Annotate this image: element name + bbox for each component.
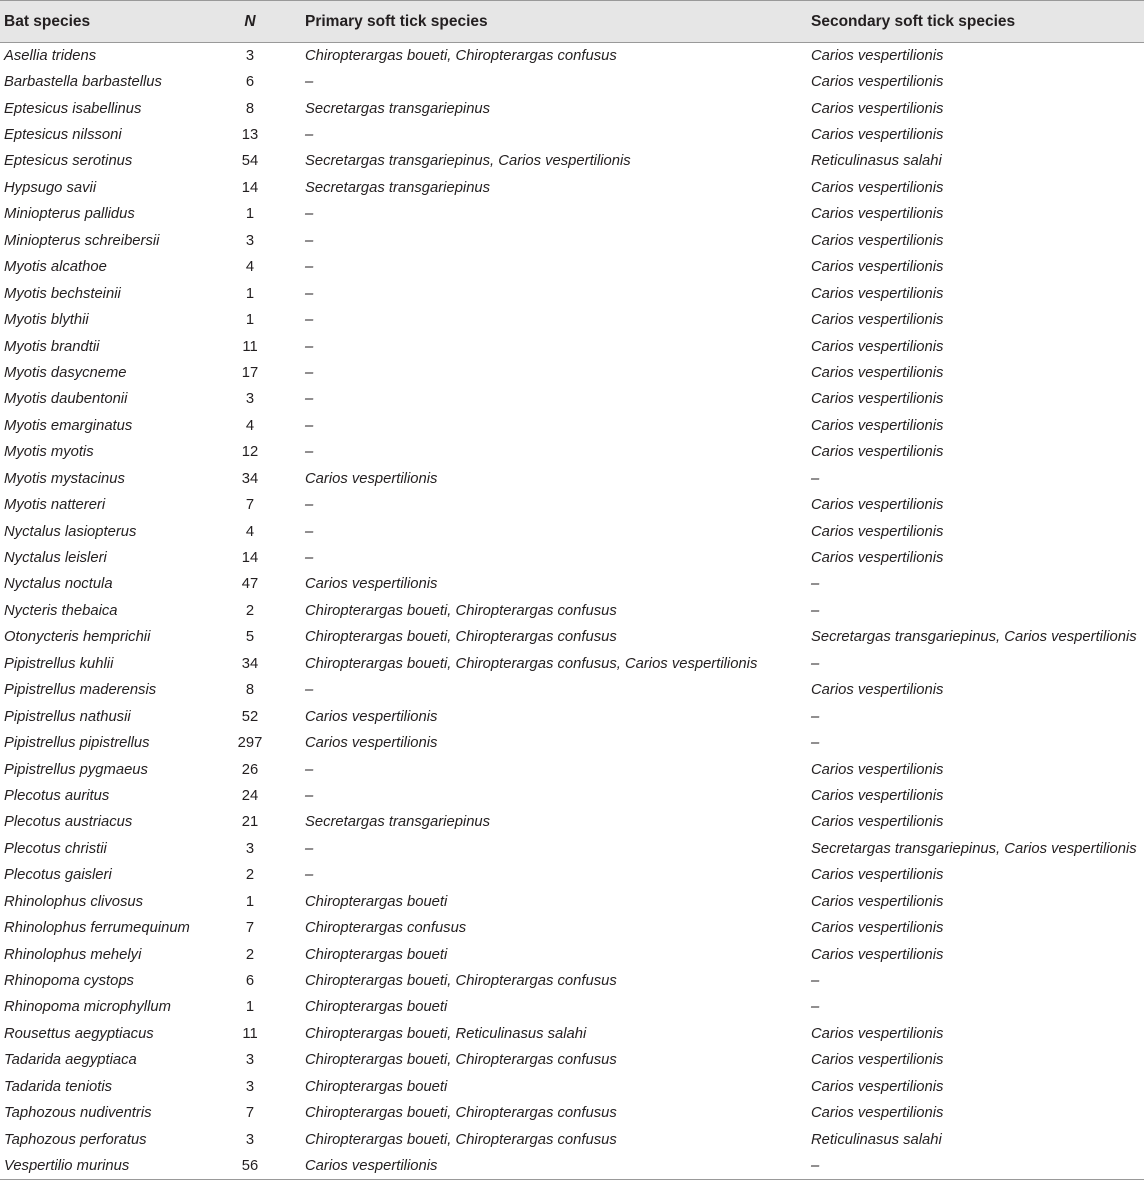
table-row	[0, 730, 1144, 756]
cell-secondary-tick: Carios vespertilionis	[811, 100, 944, 117]
cell-n: 47	[241, 576, 259, 593]
header-n: N	[196, 1, 304, 43]
cell-n: 7	[245, 497, 255, 514]
cell-secondary-tick: Carios vespertilionis	[811, 682, 944, 699]
cell-bat-species: Miniopterus schreibersii	[4, 232, 160, 249]
cell-n: 54	[241, 153, 259, 170]
cell-n: 3	[245, 840, 255, 857]
cell-bat-species: Otonycteris hemprichii	[4, 629, 151, 646]
cell-n: 1	[245, 893, 255, 910]
cell-bat-species: Eptesicus isabellinus	[4, 100, 142, 117]
cell-bat-species: Rhinolophus mehelyi	[4, 946, 142, 963]
table-row	[0, 201, 1144, 227]
table-row	[0, 148, 1144, 174]
cell-bat-species: Nyctalus leisleri	[4, 550, 107, 567]
table-row	[0, 651, 1144, 677]
table-row	[0, 518, 1144, 544]
cell-bat-species: Pipistrellus kuhlii	[4, 655, 114, 672]
cell-secondary-tick: –	[810, 1153, 1144, 1179]
cell-bat-species: Myotis blythii	[4, 312, 89, 329]
table-row	[0, 783, 1144, 809]
cell-n: 7	[245, 920, 255, 937]
cell-bat-species: Rhinolophus ferrumequinum	[4, 920, 190, 937]
table-row	[0, 122, 1144, 148]
cell-secondary-tick: Carios vespertilionis	[811, 1105, 944, 1122]
table-row	[0, 1074, 1144, 1100]
cell-bat-species: Myotis alcathoe	[4, 259, 107, 276]
cell-bat-species: Myotis mystacinus	[4, 470, 125, 487]
table-row	[0, 994, 1144, 1020]
cell-n: 6	[245, 74, 255, 91]
cell-bat-species: Eptesicus nilssoni	[4, 127, 122, 144]
cell-secondary-tick: Carios vespertilionis	[811, 814, 944, 831]
cell-n: 6	[245, 973, 255, 990]
cell-bat-species: Myotis dasycneme	[4, 364, 127, 381]
cell-primary-tick: Chiropterargas boueti	[305, 893, 448, 910]
cell-secondary-tick: Carios vespertilionis	[811, 312, 944, 329]
cell-secondary-tick: Carios vespertilionis	[811, 364, 944, 381]
cell-bat-species: Plecotus gaisleri	[4, 867, 112, 884]
table-row	[0, 836, 1144, 862]
cell-primary-tick: Chiropterargas boueti, Chiropterargas confusus	[305, 1131, 617, 1148]
cell-primary-tick: Chiropterargas boueti, Chiropterargas confusus	[305, 1105, 617, 1122]
cell-secondary-tick: Carios vespertilionis	[811, 338, 944, 355]
cell-secondary-tick: Carios vespertilionis	[811, 920, 944, 937]
cell-n: 26	[241, 761, 259, 778]
cell-bat-species: Rhinopoma microphyllum	[4, 999, 171, 1016]
cell-secondary-tick: Carios vespertilionis	[811, 893, 944, 910]
cell-secondary-tick: Secretargas transgariepinus, Carios vespertilionis	[811, 629, 1137, 646]
cell-bat-species: Nyctalus noctula	[4, 576, 113, 593]
table-row	[0, 360, 1144, 386]
cell-bat-species: Tadarida teniotis	[4, 1078, 113, 1095]
cell-n: 13	[241, 127, 259, 144]
cell-n: 2	[245, 867, 255, 884]
cell-secondary-tick: Carios vespertilionis	[811, 127, 944, 144]
cell-bat-species: Hypsugo savii	[4, 179, 97, 196]
cell-n: 34	[241, 655, 259, 672]
cell-n: 4	[245, 417, 255, 434]
table-row	[0, 1100, 1144, 1126]
table-row	[0, 968, 1144, 994]
cell-n: 3	[245, 232, 255, 249]
cell-bat-species: Pipistrellus maderensis	[4, 682, 157, 699]
cell-n: 12	[241, 444, 259, 461]
cell-n: 4	[245, 523, 255, 540]
table-row	[0, 228, 1144, 254]
cell-bat-species: Nycteris thebaica	[4, 602, 118, 619]
cell-secondary-tick: –	[811, 735, 820, 752]
cell-secondary-tick: Carios vespertilionis	[811, 1025, 944, 1042]
cell-primary-tick: –	[305, 840, 314, 857]
cell-secondary-tick: Carios vespertilionis	[811, 232, 944, 249]
table-row	[0, 915, 1144, 941]
cell-primary-tick: Chiropterargas boueti, Chiropterargas confusus	[305, 629, 617, 646]
cell-n: 24	[241, 787, 259, 804]
cell-primary-tick: Chiropterargas boueti	[305, 999, 448, 1016]
cell-primary-tick: Secretargas transgariepinus	[305, 100, 491, 117]
cell-secondary-tick: Carios vespertilionis	[811, 497, 944, 514]
table-row	[0, 809, 1144, 835]
cell-bat-species: Asellia tridens	[4, 47, 97, 64]
cell-secondary-tick: –	[811, 470, 820, 487]
cell-n: 1	[245, 285, 255, 302]
header-secondary-tick: Secondary soft tick species	[810, 1, 1144, 43]
table-row	[0, 439, 1144, 465]
cell-n: 34	[241, 470, 259, 487]
cell-n: 3	[245, 47, 255, 64]
cell-n: 56	[196, 1153, 304, 1179]
cell-primary-tick: Chiropterargas boueti	[305, 1078, 448, 1095]
cell-primary-tick: –	[305, 682, 314, 699]
table-row	[0, 466, 1144, 492]
cell-secondary-tick: Carios vespertilionis	[811, 206, 944, 223]
table-row	[0, 703, 1144, 729]
table-row	[0, 545, 1144, 571]
cell-primary-tick: Carios vespertilionis	[305, 576, 438, 593]
table-row	[0, 43, 1144, 69]
cell-primary-tick: Secretargas transgariepinus	[305, 814, 491, 831]
cell-primary-tick: –	[305, 259, 314, 276]
cell-secondary-tick: Carios vespertilionis	[811, 550, 944, 567]
cell-secondary-tick: Carios vespertilionis	[811, 444, 944, 461]
table-row	[0, 571, 1144, 597]
cell-secondary-tick: Carios vespertilionis	[811, 285, 944, 302]
cell-bat-species: Plecotus austriacus	[4, 814, 133, 831]
cell-bat-species: Myotis myotis	[4, 444, 94, 461]
cell-primary-tick: Chiropterargas boueti, Chiropterargas confusus	[305, 47, 617, 64]
cell-secondary-tick: Carios vespertilionis	[811, 259, 944, 276]
table-row	[0, 280, 1144, 306]
table-row	[0, 862, 1144, 888]
cell-secondary-tick: Carios vespertilionis	[811, 946, 944, 963]
cell-secondary-tick: Reticulinasus salahi	[811, 153, 942, 170]
cell-primary-tick: Chiropterargas boueti, Chiropterargas confusus	[305, 602, 617, 619]
cell-primary-tick: –	[305, 444, 314, 461]
table-row	[0, 889, 1144, 915]
cell-secondary-tick: –	[811, 999, 820, 1016]
table-row	[0, 175, 1144, 201]
cell-n: 4	[245, 259, 255, 276]
cell-primary-tick: Carios vespertilionis	[305, 735, 438, 752]
cell-secondary-tick: –	[811, 602, 820, 619]
cell-bat-species: Pipistrellus pygmaeus	[4, 761, 148, 778]
cell-n: 8	[245, 682, 255, 699]
cell-n: 5	[245, 629, 255, 646]
cell-bat-species: Pipistrellus pipistrellus	[4, 735, 150, 752]
cell-secondary-tick: Secretargas transgariepinus, Carios vespertilionis	[811, 840, 1137, 857]
cell-bat-species: Rhinolophus clivosus	[4, 893, 144, 910]
cell-secondary-tick: Carios vespertilionis	[811, 74, 944, 91]
cell-primary-tick: –	[305, 206, 314, 223]
cell-n: 2	[245, 602, 255, 619]
cell-bat-species: Miniopterus pallidus	[4, 206, 135, 223]
cell-secondary-tick: –	[811, 655, 820, 672]
cell-bat-species: Myotis bechsteinii	[4, 285, 121, 302]
cell-n: 7	[245, 1105, 255, 1122]
table-row	[0, 386, 1144, 412]
cell-primary-tick: –	[305, 417, 314, 434]
cell-n: 1	[245, 999, 255, 1016]
cell-primary-tick: Chiropterargas boueti, Chiropterargas confusus	[305, 1052, 617, 1069]
cell-secondary-tick: Carios vespertilionis	[811, 417, 944, 434]
table-row	[0, 677, 1144, 703]
cell-bat-species: Barbastella barbastellus	[4, 74, 162, 91]
table-row	[0, 254, 1144, 280]
header-primary-tick: Primary soft tick species	[304, 1, 810, 43]
cell-secondary-tick: Reticulinasus salahi	[811, 1131, 942, 1148]
cell-n: 3	[245, 1052, 255, 1069]
cell-bat-species: Taphozous nudiventris	[4, 1105, 152, 1122]
cell-bat-species: Nyctalus lasiopterus	[4, 523, 137, 540]
cell-secondary-tick: Carios vespertilionis	[811, 787, 944, 804]
cell-primary-tick: –	[305, 232, 314, 249]
cell-bat-species: Myotis daubentonii	[4, 391, 128, 408]
table-row	[0, 1021, 1144, 1047]
cell-bat-species: Plecotus christii	[4, 840, 107, 857]
cell-primary-tick: Secretargas transgariepinus, Carios vespertilionis	[305, 153, 631, 170]
cell-n: 11	[242, 338, 258, 355]
table-row	[0, 624, 1144, 650]
table-row	[0, 598, 1144, 624]
cell-n: 2	[245, 946, 255, 963]
table-row	[0, 307, 1144, 333]
cell-n: 11	[242, 1025, 258, 1042]
cell-bat-species: Myotis brandtii	[4, 338, 100, 355]
cell-secondary-tick: Carios vespertilionis	[811, 47, 944, 64]
cell-n: 1	[245, 312, 255, 329]
cell-primary-tick: Carios vespertilionis	[304, 1153, 810, 1179]
table-row	[0, 333, 1144, 359]
cell-n: 21	[241, 814, 259, 831]
cell-secondary-tick: Carios vespertilionis	[811, 1078, 944, 1095]
cell-primary-tick: –	[305, 550, 314, 567]
table-row	[0, 1153, 1144, 1179]
cell-primary-tick: –	[305, 312, 314, 329]
cell-primary-tick: Chiropterargas boueti	[305, 946, 448, 963]
cell-bat-species: Vespertilio murinus	[0, 1153, 196, 1179]
cell-primary-tick: –	[305, 497, 314, 514]
cell-primary-tick: Carios vespertilionis	[305, 708, 438, 725]
cell-n: 3	[245, 1131, 255, 1148]
cell-bat-species: Plecotus auritus	[4, 787, 110, 804]
cell-bat-species: Rousettus aegyptiacus	[4, 1025, 154, 1042]
cell-primary-tick: Chiropterargas boueti, Chiropterargas confusus, Carios vespertilionis	[305, 655, 758, 672]
cell-bat-species: Pipistrellus nathusii	[4, 708, 131, 725]
cell-bat-species: Myotis nattereri	[4, 497, 106, 514]
cell-bat-species: Eptesicus serotinus	[4, 153, 133, 170]
cell-primary-tick: –	[305, 338, 314, 355]
cell-secondary-tick: Carios vespertilionis	[811, 523, 944, 540]
table-row	[0, 1126, 1144, 1152]
cell-primary-tick: Chiropterargas confusus	[305, 920, 467, 937]
cell-secondary-tick: Carios vespertilionis	[811, 179, 944, 196]
cell-n: 14	[241, 179, 259, 196]
table-row	[0, 941, 1144, 967]
table-row	[0, 1047, 1144, 1073]
table-row	[0, 756, 1144, 782]
cell-secondary-tick: Carios vespertilionis	[811, 867, 944, 884]
cell-primary-tick: Chiropterargas boueti, Reticulinasus salahi	[305, 1025, 587, 1042]
cell-primary-tick: Chiropterargas boueti, Chiropterargas confusus	[305, 973, 617, 990]
table-row	[0, 95, 1144, 121]
table-body	[0, 43, 1144, 1180]
cell-primary-tick: –	[305, 867, 314, 884]
cell-secondary-tick: Carios vespertilionis	[811, 391, 944, 408]
cell-primary-tick: Secretargas transgariepinus	[305, 179, 491, 196]
cell-primary-tick: –	[305, 523, 314, 540]
cell-n: 3	[245, 1078, 255, 1095]
cell-primary-tick: –	[305, 761, 314, 778]
cell-n: 17	[241, 364, 259, 381]
cell-secondary-tick: Carios vespertilionis	[811, 1052, 944, 1069]
cell-primary-tick: –	[305, 787, 314, 804]
cell-n: 52	[241, 708, 259, 725]
cell-bat-species: Tadarida aegyptiaca	[4, 1052, 137, 1069]
cell-n: 3	[245, 391, 255, 408]
cell-secondary-tick: –	[811, 708, 820, 725]
cell-primary-tick: –	[305, 285, 314, 302]
cell-n: 297	[237, 735, 263, 752]
cell-primary-tick: –	[305, 364, 314, 381]
cell-secondary-tick: –	[811, 576, 820, 593]
table-row	[0, 413, 1144, 439]
cell-primary-tick: –	[305, 127, 314, 144]
cell-n: 1	[245, 206, 255, 223]
table-header	[0, 1, 1144, 43]
cell-secondary-tick: Carios vespertilionis	[811, 761, 944, 778]
header-bat-species: Bat species	[0, 1, 196, 43]
cell-bat-species: Taphozous perforatus	[4, 1131, 147, 1148]
table-row	[0, 69, 1144, 95]
cell-n: 8	[245, 100, 255, 117]
cell-primary-tick: Carios vespertilionis	[305, 470, 438, 487]
cell-secondary-tick: –	[811, 973, 820, 990]
cell-n: 14	[241, 550, 259, 567]
table-row	[0, 492, 1144, 518]
cell-primary-tick: –	[305, 74, 314, 91]
header-row	[0, 1, 1144, 43]
cell-bat-species: Rhinopoma cystops	[4, 973, 134, 990]
cell-bat-species: Myotis emarginatus	[4, 417, 133, 434]
cell-primary-tick: –	[305, 391, 314, 408]
